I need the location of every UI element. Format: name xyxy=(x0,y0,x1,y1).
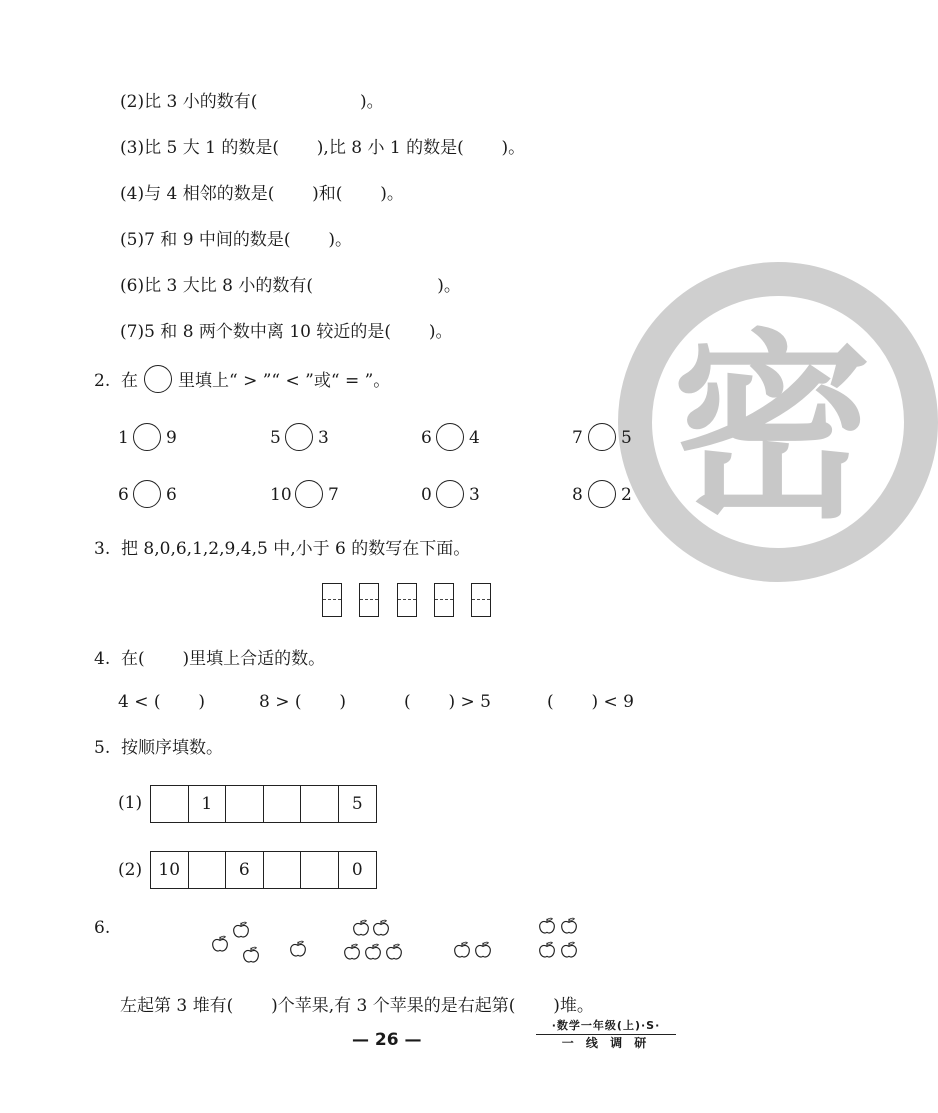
compare-circle[interactable] xyxy=(588,480,616,508)
grid-cell[interactable] xyxy=(301,852,339,888)
grid-cell[interactable]: 6 xyxy=(226,852,264,888)
compare-circle[interactable] xyxy=(133,480,161,508)
grid-cell[interactable] xyxy=(189,852,227,888)
q2-item-b: 7 xyxy=(328,485,339,505)
apple-icon xyxy=(453,941,471,959)
q4-item: ( ) < 9 xyxy=(547,692,634,712)
q2-title-pre: 2. 在 xyxy=(94,371,139,391)
q1-line-7: (7)5 和 8 两个数中离 10 较近的是( )。 xyxy=(120,322,453,342)
q4-title: 4. 在( )里填上合适的数。 xyxy=(94,649,326,669)
apple-icon xyxy=(352,919,370,937)
q5-row1-grid xyxy=(150,785,377,823)
q2-item-a: 1 xyxy=(118,428,129,448)
grid-cell[interactable]: 1 xyxy=(189,786,227,822)
q2-item-a: 6 xyxy=(421,428,432,448)
q2-item-a: 0 xyxy=(421,485,432,505)
answer-box[interactable] xyxy=(397,583,417,617)
q2-item-b: 3 xyxy=(318,428,329,448)
brand-name: 一 线 调 研 xyxy=(561,1036,651,1050)
grid-cell[interactable] xyxy=(264,786,302,822)
grid-cell[interactable]: 10 xyxy=(151,852,189,888)
apple-icon xyxy=(289,940,307,958)
q1-line-4: (4)与 4 相邻的数是( )和( )。 xyxy=(120,184,404,204)
grid-cell[interactable]: 0 xyxy=(351,860,363,880)
q2-item-b: 3 xyxy=(469,485,480,505)
answer-box[interactable] xyxy=(359,583,379,617)
apple-icon xyxy=(560,917,578,935)
q5-title: 5. 按顺序填数。 xyxy=(94,738,224,758)
apple-icon xyxy=(211,935,229,953)
page-number: — 26 — xyxy=(352,1030,422,1050)
q2-item-b: 9 xyxy=(166,428,177,448)
q6-question: 左起第 3 堆有( )个苹果,有 3 个苹果的是右起第( )堆。 xyxy=(120,996,594,1016)
apple-icon xyxy=(232,921,250,939)
q1-line-2: (2)比 3 小的数有( )。 xyxy=(120,92,384,112)
q2-title-circle xyxy=(144,365,172,393)
grid-cell[interactable] xyxy=(226,786,264,822)
compare-circle[interactable] xyxy=(588,423,616,451)
compare-circle[interactable] xyxy=(133,423,161,451)
apple-icon xyxy=(242,946,260,964)
q2-title-post: 里填上“ > ”“ < ”或“ = ”。 xyxy=(178,371,391,391)
compare-circle[interactable] xyxy=(436,423,464,451)
q2-item-b: 2 xyxy=(621,485,632,505)
q6-number: 6. xyxy=(94,918,111,938)
q1-line-3: (3)比 5 大 1 的数是( ),比 8 小 1 的数是( )。 xyxy=(120,138,526,158)
compare-circle[interactable] xyxy=(436,480,464,508)
apple-icon xyxy=(364,943,382,961)
watermark-char: 密 xyxy=(672,313,873,546)
answer-box[interactable] xyxy=(471,583,491,617)
q2-item-a: 6 xyxy=(118,485,129,505)
q4-item: ( ) > 5 xyxy=(404,692,491,712)
q2-item-b: 5 xyxy=(621,428,632,448)
apple-icon xyxy=(385,943,403,961)
q2-item-a: 7 xyxy=(572,428,583,448)
apple-icon xyxy=(538,917,556,935)
answer-box[interactable] xyxy=(434,583,454,617)
q2-item-a: 5 xyxy=(270,428,281,448)
q5-row2-label: (2) xyxy=(118,860,143,880)
series-mark xyxy=(536,1020,676,1049)
apple-icon xyxy=(538,941,556,959)
q1-line-6: (6)比 3 大比 8 小的数有( )。 xyxy=(120,276,461,296)
q2-item-b: 4 xyxy=(469,428,480,448)
apple-icon xyxy=(343,943,361,961)
compare-circle[interactable] xyxy=(285,423,313,451)
series-title: ·数学一年级(上)·S· xyxy=(551,1019,661,1032)
grid-cell[interactable] xyxy=(151,786,189,822)
apple-icon xyxy=(560,941,578,959)
q1-line-5: (5)7 和 9 中间的数是( )。 xyxy=(120,230,353,250)
q5-row1-label: (1) xyxy=(118,793,143,813)
q4-item: 8 > ( ) xyxy=(259,692,346,712)
answer-box[interactable] xyxy=(322,583,342,617)
grid-cell[interactable] xyxy=(264,852,302,888)
q2-item-a: 10 xyxy=(270,485,292,505)
grid-cell[interactable]: 5 xyxy=(351,794,363,814)
q2-item-a: 8 xyxy=(572,485,583,505)
q3-title: 3. 把 8,0,6,1,2,9,4,5 中,小于 6 的数写在下面。 xyxy=(94,539,471,559)
q4-item: 4 < ( ) xyxy=(118,692,205,712)
q5-row2-grid xyxy=(150,851,377,889)
grid-cell[interactable] xyxy=(301,786,339,822)
q2-item-b: 6 xyxy=(166,485,177,505)
compare-circle[interactable] xyxy=(295,480,323,508)
apple-icon xyxy=(474,941,492,959)
apple-icon xyxy=(372,919,390,937)
